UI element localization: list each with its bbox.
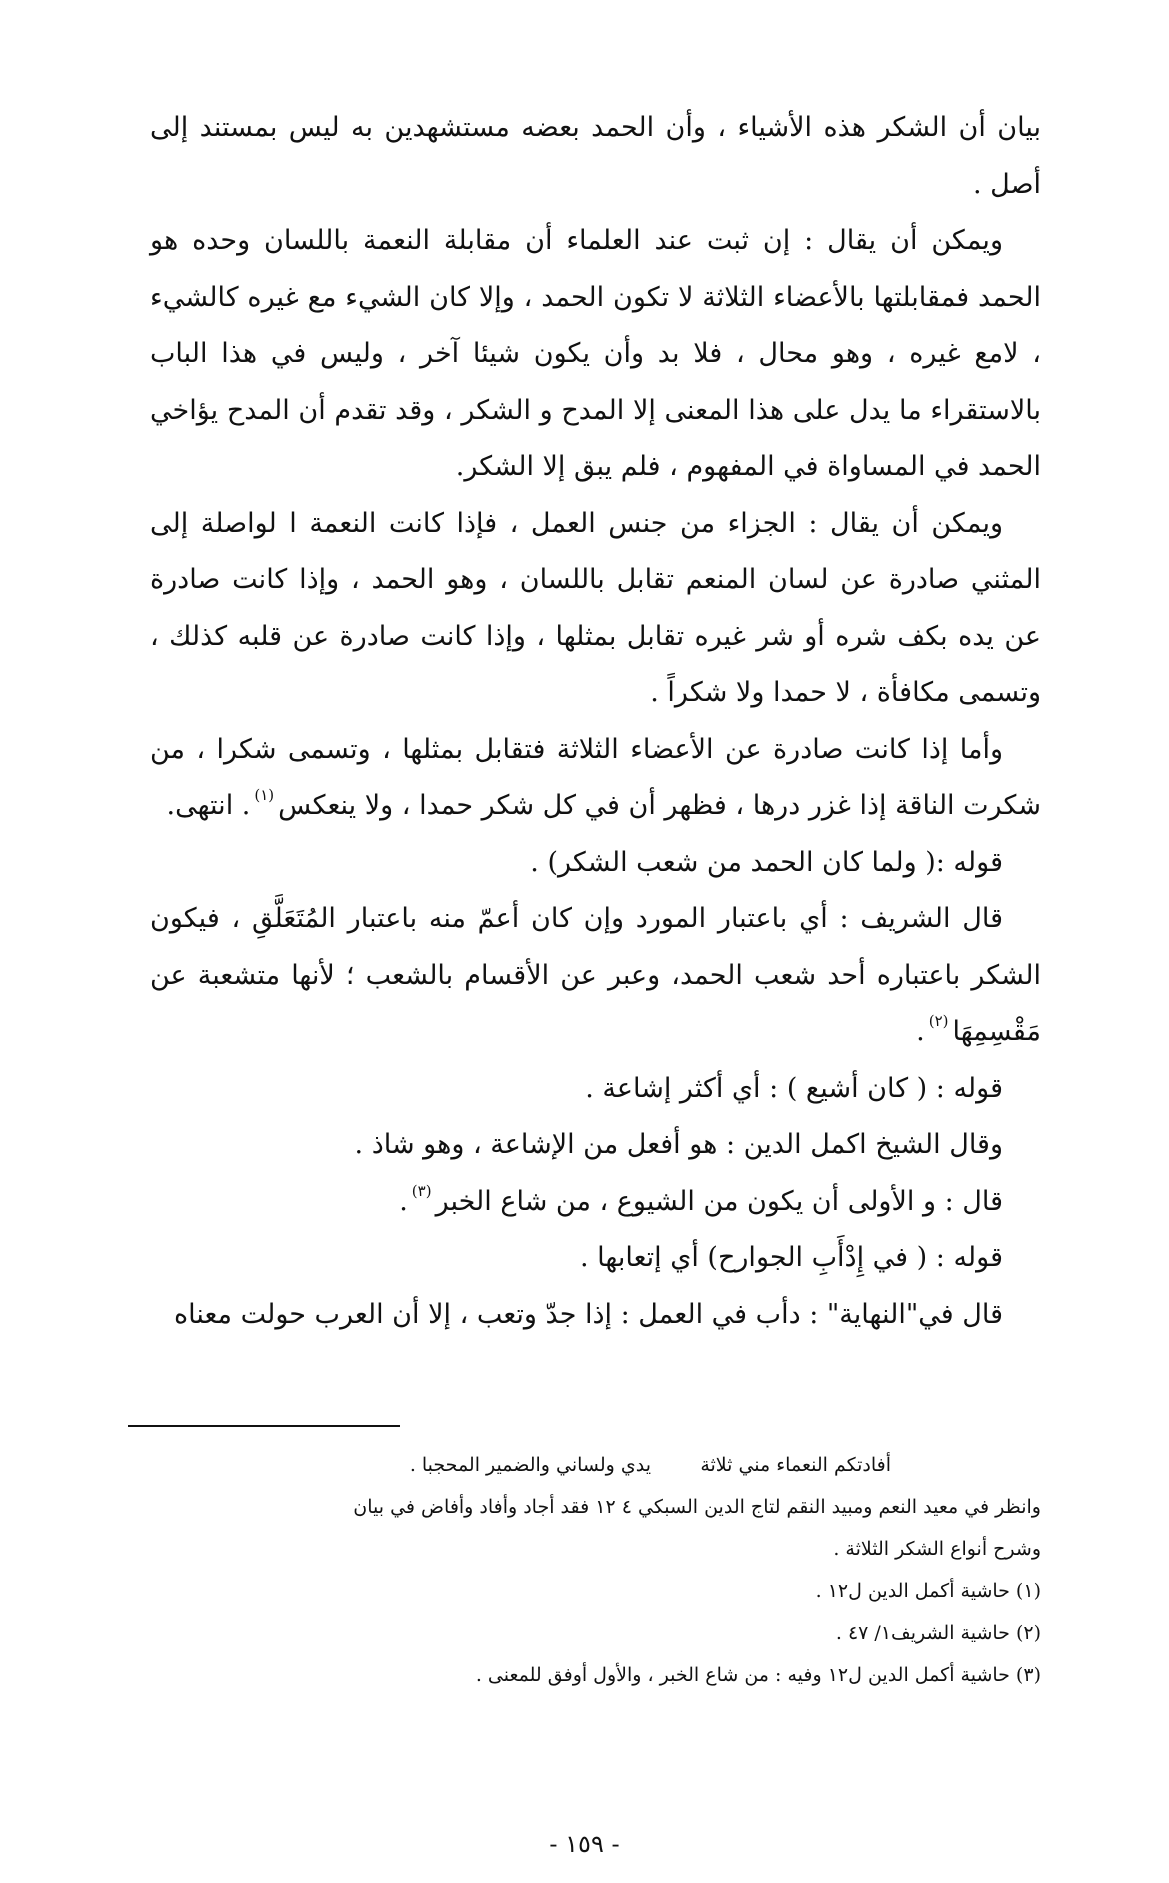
- footnote-2: (٢) حاشية الشريف١/ ٤٧ .: [835, 1622, 1041, 1644]
- poem-second-hemistich: يدي ولساني والضمير المحجبا .: [409, 1454, 651, 1476]
- paragraph-9-text: قال : و الأولى أن يكون من الشيوع ، من شاع الخبر: [435, 1185, 1003, 1217]
- footnote-poem: [150, 1444, 1041, 1486]
- paragraph-2: ويمكن أن يقال : إن ثبت عند العلماء أن مقابلة النعمة باللسان وحده هو الحمد فمقابلتها بالأعضاء الثلاثة لا تكون الحمد ، وإلا كان الشيء مع غيره كالشيء ، لامع غيره ، وهو محال ، فلا بد وأن يكون شيئا آخر ، وليس في هذا الباب بالاستقراء ما يدل على هذا المعنى إلا المدح و الشكر ، وقد تقدم أن المدح يؤاخي الحمد في المساواة في المفهوم ، فلم يبق إلا الشكر.: [150, 225, 1041, 482]
- paragraph-5: قوله :( ولما كان الحمد من شعب الشكر) .: [530, 846, 1003, 878]
- footnote-ref-1: (١): [254, 786, 275, 804]
- footnote-see-also: وانظر في معيد النعم ومبيد النقم لتاج الدين السبكي ٤ ١٢ فقد أجاد وأفاد وأفاض في بيان: [353, 1496, 1041, 1518]
- page-number: - ١٥٩ -: [549, 1830, 620, 1858]
- paragraph-10: قوله : ( في إِدْأَبِ الجوارح) أي إتعابها .: [580, 1242, 1003, 1273]
- paragraph-6-text: قال الشريف : أي باعتبار المورد وإن كان أعمّ منه باعتبار المُتَعَلَّقِ ، فيكون الشكر باعتباره أحد شعب الحمد، وعبر عن الأقسام بالشعب ؛ لأنها متشعبة عن مَقْسِمِهَا: [150, 903, 1041, 1047]
- footnote-separator: [128, 1425, 400, 1427]
- footnotes: [150, 1444, 1041, 1696]
- paragraph-8: وقال الشيخ اكمل الدين : هو أفعل من الإشاعة ، وهو شاذ .: [354, 1129, 1003, 1160]
- paragraph-4-text: وأما إذا كانت صادرة عن الأعضاء الثلاثة فتقابل بمثلها ، وتسمى شكرا ، من شكرت الناقة إذا غزر درها ، فظهر أن في كل شكر حمدا ، ولا ينعكس: [150, 733, 1041, 821]
- paragraph-7: قوله : ( كان أشيع ) : أي أكثر إشاعة .: [585, 1072, 1003, 1104]
- footnote-3: (٣) حاشية أكمل الدين ل١٢ وفيه : من شاع الخبر ، والأول أوفق للمعنى .: [475, 1664, 1041, 1686]
- paragraph-3: ويمكن أن يقال : الجزاء من جنس العمل ، فإذا كانت النعمة ا لواصلة إلى المثني صادرة عن لسان المنعم تقابل باللسان ، وهو الحمد ، وإذا كانت صادرة عن يده بكف شره أو شر غيره تقابل بمثلها ، وإذا كانت صادرة عن قلبه كذلك ، وتسمى مكافأة ، لا حمدا ولا شكراً .: [150, 507, 1041, 708]
- paragraph-9: [150, 1174, 1041, 1231]
- main-text: [150, 100, 1041, 1343]
- footnote-ref-3: (٣): [411, 1181, 432, 1200]
- paragraph-11: قال في"النهاية" : دأب في العمل : إذا جدّ وتعب ، إلا أن العرب حولت معناه: [173, 1298, 1003, 1330]
- paragraph-9-tail: .: [399, 1185, 408, 1217]
- footnote-see-also-continued: وشرح أنواع الشكر الثلاثة .: [833, 1538, 1041, 1560]
- paragraph-6: [150, 891, 1041, 1061]
- footnote-ref-2: (٢): [928, 1012, 949, 1030]
- paragraph-1: بيان أن الشكر هذه الأشياء ، وأن الحمد بعضه مستشهدين به ليس بمستند إلى أصل .: [150, 112, 1041, 200]
- paragraph-6-tail: .: [916, 1016, 925, 1047]
- poem-first-hemistich: أفادتكم النعماء مني ثلاثة: [700, 1454, 891, 1476]
- paragraph-4: [150, 722, 1041, 835]
- footnote-1: (١) حاشية أكمل الدين ل١٢ .: [815, 1580, 1041, 1602]
- paragraph-4-tail: . انتهى.: [166, 790, 251, 821]
